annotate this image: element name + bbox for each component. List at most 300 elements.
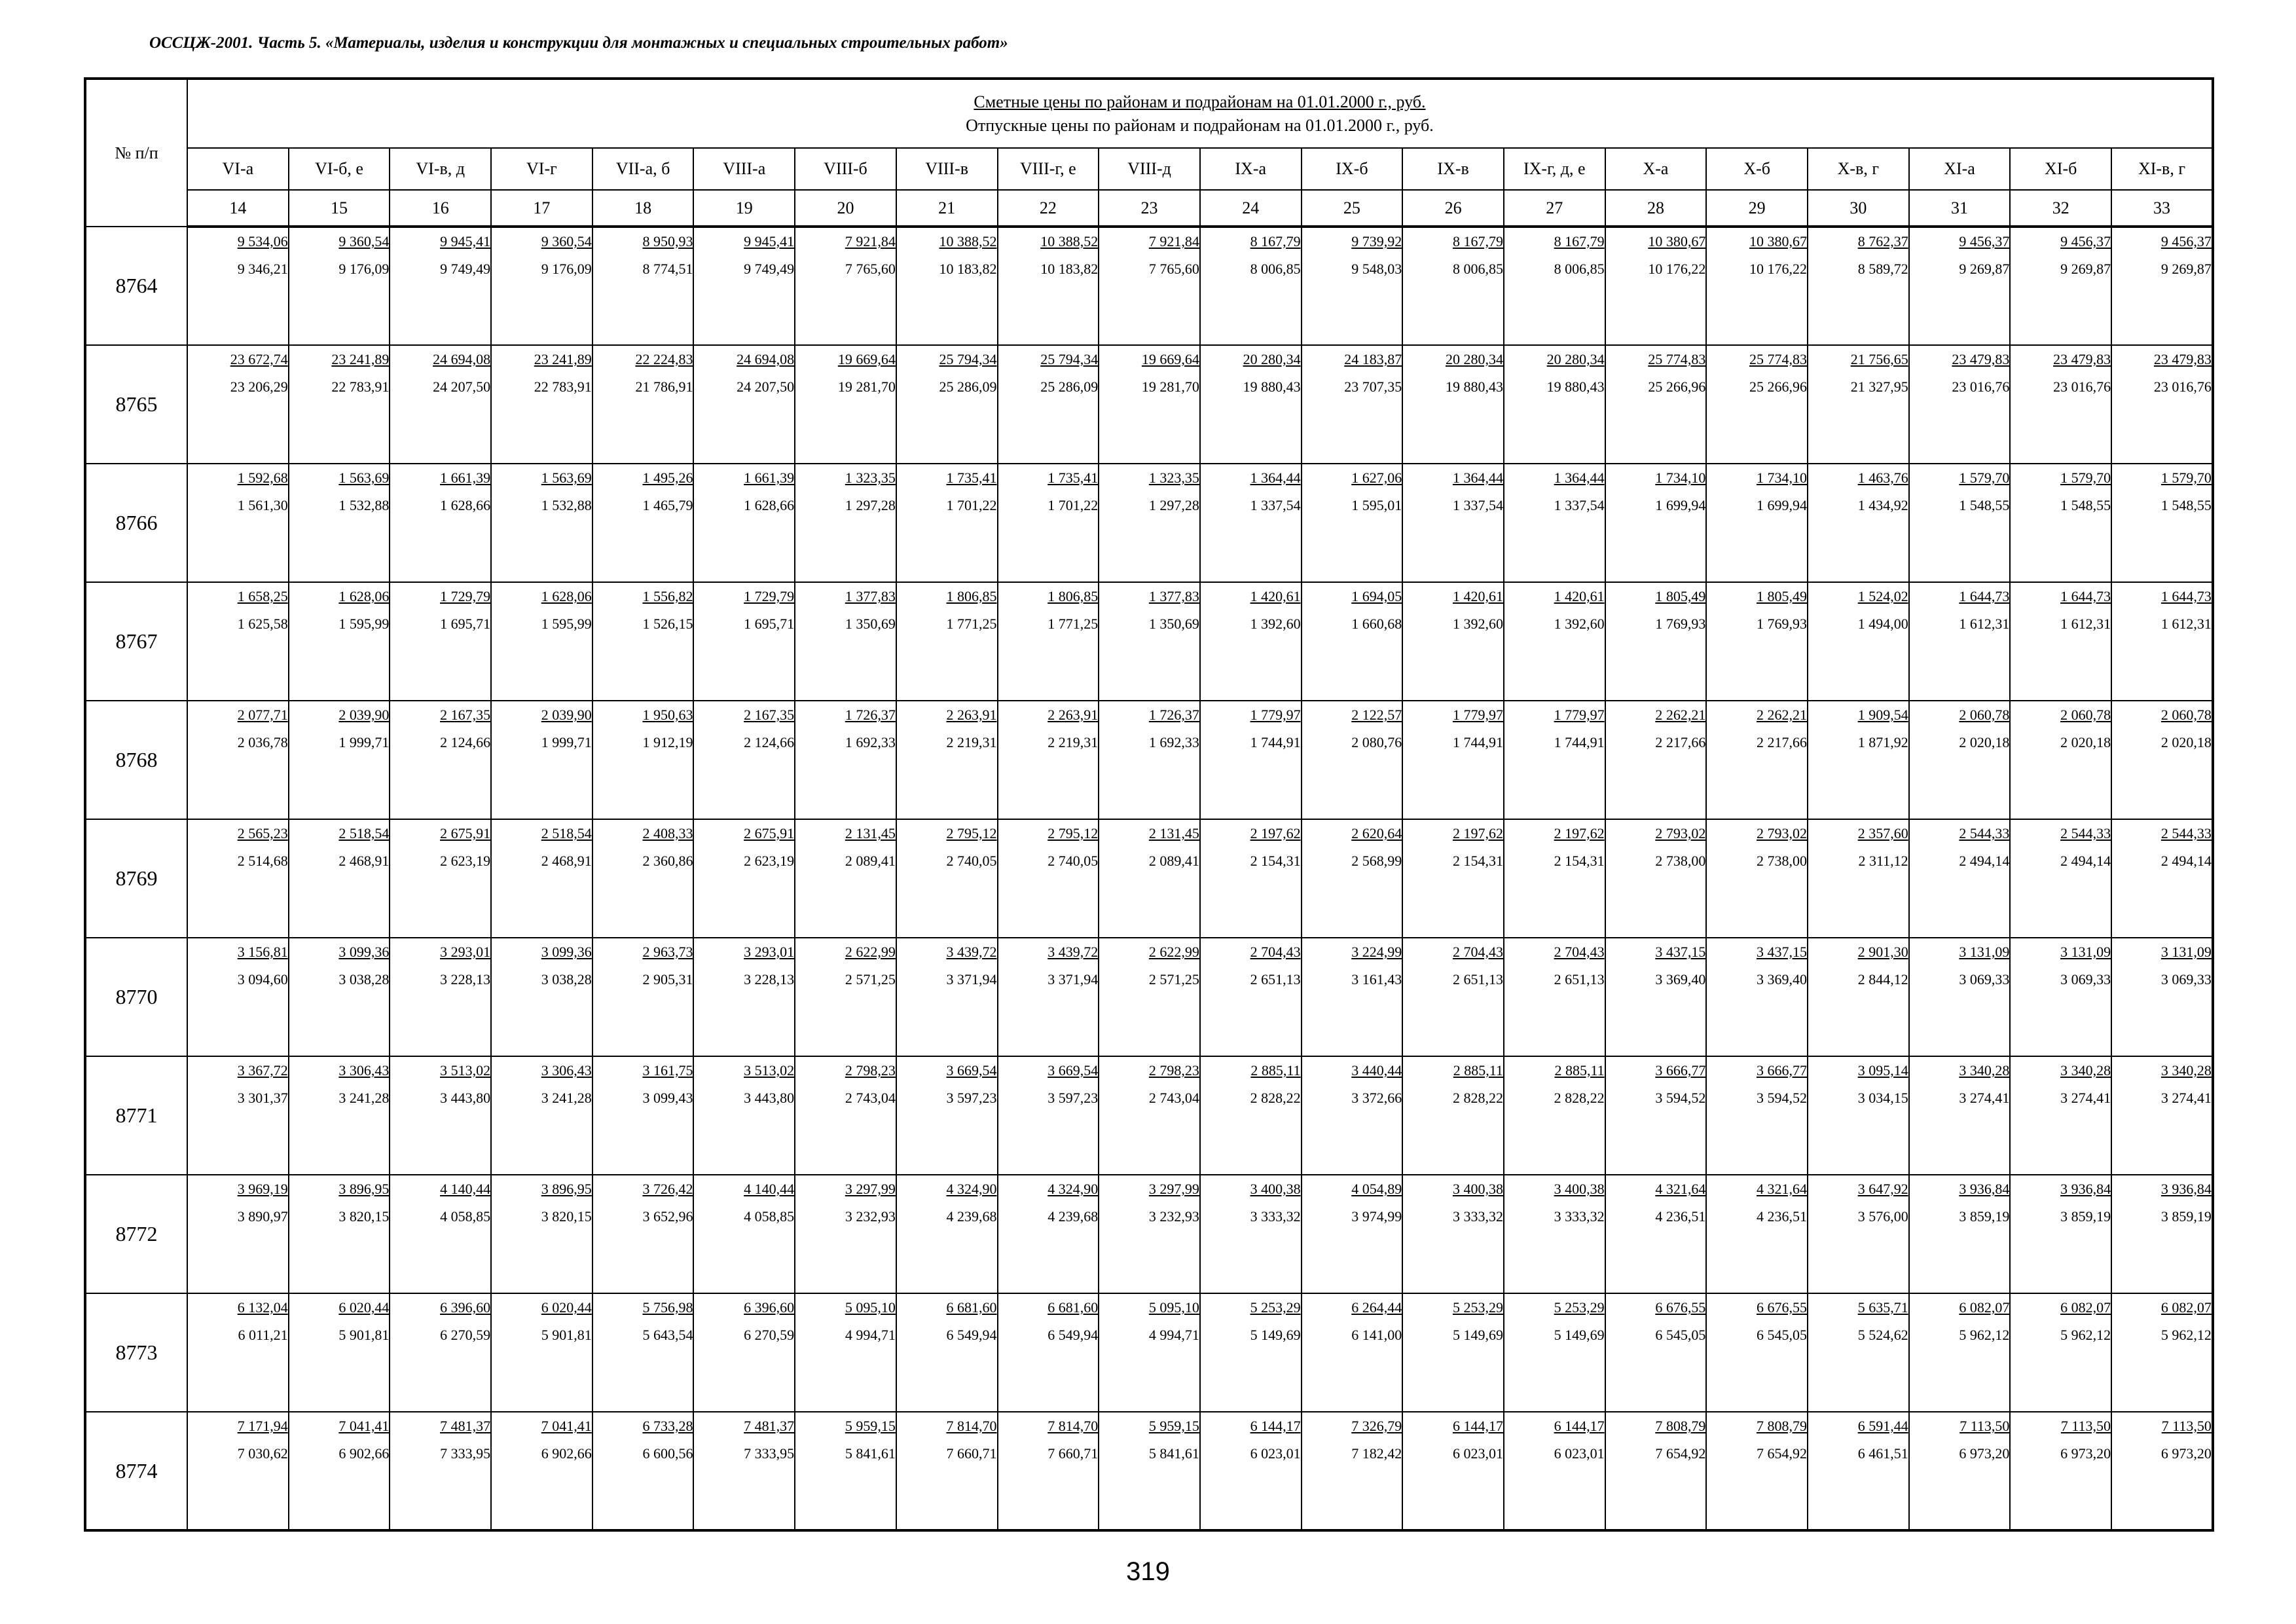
row-number: 8771	[85, 1056, 187, 1175]
estimated-price: 25 774,83	[1749, 351, 1807, 367]
release-price: 2 020,18	[2160, 734, 2212, 750]
price-cell	[1706, 938, 1808, 1056]
price-cell	[1402, 938, 1504, 1056]
price-cell	[2010, 701, 2111, 819]
release-price: 22 783,91	[534, 378, 592, 395]
price-cell	[2111, 1175, 2213, 1293]
estimated-price: 3 131,09	[1959, 944, 2010, 960]
estimated-price: 3 437,15	[1757, 944, 1807, 960]
release-price: 10 176,22	[1749, 261, 1807, 277]
release-price: 2 738,00	[1757, 853, 1807, 869]
release-price: 1 350,69	[1148, 616, 1199, 632]
region-header: X-в, г	[1808, 148, 1909, 190]
price-cell	[1099, 345, 1200, 464]
column-number: 26	[1402, 190, 1504, 227]
price-cell	[491, 1293, 592, 1412]
release-price: 2 571,25	[1148, 971, 1199, 987]
estimated-price: 1 563,69	[541, 470, 592, 486]
price-cell	[1099, 1293, 1200, 1412]
release-price: 7 030,62	[237, 1445, 288, 1462]
release-price: 23 016,76	[1952, 378, 2010, 395]
estimated-price: 2 197,62	[1554, 825, 1605, 841]
estimated-price: 1 779,97	[1452, 707, 1503, 723]
price-cell	[187, 1293, 289, 1412]
release-price: 2 219,31	[946, 734, 997, 750]
estimated-price: 2 885,11	[1554, 1062, 1605, 1079]
price-cell	[693, 1412, 795, 1530]
region-header: VII-а, б	[592, 148, 694, 190]
price-cell	[2111, 464, 2213, 582]
price-cell	[795, 582, 896, 701]
estimated-price: 3 131,09	[2060, 944, 2111, 960]
row-number: 8774	[85, 1412, 187, 1530]
estimated-price: 3 936,84	[2160, 1181, 2212, 1197]
estimated-price: 2 544,33	[2060, 825, 2111, 841]
release-price: 22 783,91	[331, 378, 390, 395]
estimated-price: 2 131,45	[1148, 825, 1199, 841]
price-cell	[592, 819, 694, 938]
estimated-price: 2 885,11	[1250, 1062, 1301, 1079]
price-cell	[1099, 938, 1200, 1056]
release-price: 2 651,13	[1250, 971, 1301, 987]
column-number: 21	[896, 190, 998, 227]
release-price: 1 595,99	[541, 616, 592, 632]
estimated-price: 1 661,39	[440, 470, 491, 486]
estimated-price: 1 909,54	[1857, 707, 1908, 723]
release-price: 1 337,54	[1250, 497, 1301, 513]
price-cell	[1302, 227, 1403, 345]
release-price: 9 176,09	[541, 261, 592, 277]
release-price: 1 695,71	[440, 616, 491, 632]
estimated-price: 1 694,05	[1351, 588, 1402, 604]
price-cell	[693, 1175, 795, 1293]
release-price: 4 236,51	[1655, 1208, 1706, 1225]
estimated-price: 20 280,34	[1546, 351, 1605, 367]
estimated-price: 1 364,44	[1554, 470, 1605, 486]
table-row	[85, 701, 2213, 819]
region-header: VIII-д	[1099, 148, 1200, 190]
estimated-price: 9 739,92	[1351, 233, 1402, 249]
price-cell	[1808, 938, 1909, 1056]
release-price: 3 232,93	[845, 1208, 896, 1225]
price-cell	[998, 582, 1099, 701]
release-price: 5 901,81	[338, 1327, 390, 1343]
release-price: 1 532,88	[541, 497, 592, 513]
release-price: 4 236,51	[1757, 1208, 1807, 1225]
release-price: 3 371,94	[946, 971, 997, 987]
release-price: 1 912,19	[642, 734, 693, 750]
price-cell	[1200, 1056, 1302, 1175]
estimated-price: 19 669,64	[837, 351, 896, 367]
release-price: 1 595,99	[338, 616, 390, 632]
release-price: 1 548,55	[1959, 497, 2010, 513]
estimated-price: 1 420,61	[1452, 588, 1503, 604]
release-price: 2 844,12	[1857, 971, 1908, 987]
release-price: 3 890,97	[237, 1208, 288, 1225]
release-price: 6 902,66	[541, 1445, 592, 1462]
price-cell	[1605, 701, 1707, 819]
estimated-price: 2 357,60	[1857, 825, 1908, 841]
estimated-price: 1 524,02	[1857, 588, 1908, 604]
price-cell	[1909, 1175, 2011, 1293]
price-cell	[1605, 464, 1707, 582]
release-price: 1 628,66	[744, 497, 795, 513]
price-cell	[390, 1293, 491, 1412]
price-cell	[2111, 345, 2213, 464]
column-number: 17	[491, 190, 592, 227]
price-cell	[390, 1175, 491, 1293]
release-price: 10 176,22	[1648, 261, 1706, 277]
release-price: 1 612,31	[2160, 616, 2212, 632]
release-price: 3 594,52	[1655, 1090, 1706, 1106]
release-price: 3 228,13	[440, 971, 491, 987]
price-cell	[1706, 582, 1808, 701]
price-cell	[390, 701, 491, 819]
price-cell	[592, 1293, 694, 1412]
release-price: 9 176,09	[338, 261, 390, 277]
estimated-price: 1 377,83	[845, 588, 896, 604]
release-price: 8 006,85	[1250, 261, 1301, 277]
price-cell	[1402, 701, 1504, 819]
estimated-price: 6 676,55	[1655, 1299, 1706, 1316]
price-cell	[1099, 1175, 1200, 1293]
estimated-price: 8 167,79	[1250, 233, 1301, 249]
release-price: 3 594,52	[1757, 1090, 1807, 1106]
release-price: 1 494,00	[1857, 616, 1908, 632]
estimated-price: 3 669,54	[1048, 1062, 1099, 1079]
price-cell	[1302, 582, 1403, 701]
estimated-price: 3 936,84	[1959, 1181, 2010, 1197]
release-price: 10 183,82	[939, 261, 997, 277]
price-cell	[896, 1293, 998, 1412]
release-price: 21 327,95	[1850, 378, 1908, 395]
price-table	[84, 77, 2214, 1532]
release-price: 3 597,23	[946, 1090, 997, 1106]
release-price: 24 207,50	[433, 378, 491, 395]
release-price: 23 206,29	[230, 378, 288, 395]
price-cell	[1402, 819, 1504, 938]
release-price: 6 549,94	[1048, 1327, 1099, 1343]
release-price: 6 973,20	[1959, 1445, 2010, 1462]
price-cell	[1302, 345, 1403, 464]
release-price: 2 743,04	[845, 1090, 896, 1106]
release-price: 7 660,71	[1048, 1445, 1099, 1462]
release-price: 7 333,95	[744, 1445, 795, 1462]
release-price: 7 660,71	[946, 1445, 997, 1462]
release-price: 3 369,40	[1655, 971, 1706, 987]
estimated-price: 1 364,44	[1452, 470, 1503, 486]
release-price: 25 286,09	[1040, 378, 1099, 395]
price-cell	[998, 701, 1099, 819]
release-price: 3 372,66	[1351, 1090, 1402, 1106]
release-price: 3 371,94	[1048, 971, 1099, 987]
region-header: X-б	[1706, 148, 1808, 190]
release-price: 2 089,41	[1148, 853, 1199, 869]
price-cell	[795, 701, 896, 819]
price-cell	[491, 1056, 592, 1175]
release-price: 2 468,91	[338, 853, 390, 869]
price-cell	[1200, 701, 1302, 819]
estimated-price: 7 814,70	[1048, 1418, 1099, 1434]
table-row	[85, 1175, 2213, 1293]
table-row	[85, 345, 2213, 464]
release-price: 2 623,19	[440, 853, 491, 869]
release-price: 5 149,69	[1452, 1327, 1503, 1343]
estimated-price: 3 969,19	[237, 1181, 288, 1197]
price-cell	[1706, 819, 1808, 938]
release-price: 1 337,54	[1452, 497, 1503, 513]
price-cell	[1605, 227, 1707, 345]
release-price: 1 297,28	[1148, 497, 1199, 513]
estimated-price: 2 060,78	[2060, 707, 2111, 723]
estimated-price: 2 963,73	[642, 944, 693, 960]
region-header: VI-в, д	[390, 148, 491, 190]
estimated-price: 5 253,29	[1250, 1299, 1301, 1316]
price-cell	[289, 1056, 390, 1175]
row-number: 8773	[85, 1293, 187, 1412]
price-cell	[1605, 1175, 1707, 1293]
estimated-price: 1 644,73	[1959, 588, 2010, 604]
price-cell	[1302, 701, 1403, 819]
price-cell	[795, 227, 896, 345]
estimated-price: 1 592,68	[237, 470, 288, 486]
estimated-price: 6 676,55	[1757, 1299, 1807, 1316]
price-cell	[491, 938, 592, 1056]
estimated-price: 1 806,85	[1048, 588, 1099, 604]
price-cell	[1200, 938, 1302, 1056]
price-cell	[390, 582, 491, 701]
release-price: 1 561,30	[237, 497, 288, 513]
column-number: 20	[795, 190, 896, 227]
column-number: 22	[998, 190, 1099, 227]
price-cell	[2010, 819, 2111, 938]
price-cell	[491, 1175, 592, 1293]
estimated-price: 3 297,99	[1148, 1181, 1199, 1197]
release-price: 6 461,51	[1857, 1445, 1908, 1462]
estimated-price: 1 420,61	[1554, 588, 1605, 604]
price-cell	[1808, 227, 1909, 345]
release-price: 6 973,20	[2160, 1445, 2212, 1462]
release-price: 2 905,31	[642, 971, 693, 987]
estimated-price: 6 396,60	[440, 1299, 491, 1316]
estimated-price: 9 456,37	[2160, 233, 2212, 249]
estimated-price: 1 658,25	[237, 588, 288, 604]
release-price: 2 623,19	[744, 853, 795, 869]
release-price: 1 771,25	[1048, 616, 1099, 632]
region-header: IX-в	[1402, 148, 1504, 190]
release-price: 19 281,70	[837, 378, 896, 395]
release-price: 8 006,85	[1452, 261, 1503, 277]
price-cell	[187, 1175, 289, 1293]
table-row	[85, 227, 2213, 345]
release-price: 4 058,85	[744, 1208, 795, 1225]
price-cell	[998, 464, 1099, 582]
estimated-price: 7 921,84	[1148, 233, 1199, 249]
region-header: X-а	[1605, 148, 1707, 190]
price-cell	[2111, 819, 2213, 938]
estimated-price: 3 340,28	[2060, 1062, 2111, 1079]
release-price: 9 269,87	[1959, 261, 2010, 277]
price-cell	[592, 701, 694, 819]
price-cell	[1808, 582, 1909, 701]
release-price: 6 973,20	[2060, 1445, 2111, 1462]
estimated-price: 24 694,08	[737, 351, 795, 367]
estimated-price: 20 280,34	[1445, 351, 1503, 367]
price-cell	[289, 1412, 390, 1530]
price-cell	[693, 227, 795, 345]
release-price: 1 701,22	[1048, 497, 1099, 513]
release-price: 2 494,14	[2060, 853, 2111, 869]
release-price: 9 749,49	[744, 261, 795, 277]
running-header: ОССЦЖ-2001. Часть 5. «Материалы, изделия и конструкции для монтажных и специальных строительных работ»	[149, 34, 1008, 52]
region-header: VIII-в	[896, 148, 998, 190]
price-cell	[1504, 938, 1605, 1056]
price-cell	[1504, 701, 1605, 819]
estimated-price: 3 513,02	[744, 1062, 795, 1079]
price-cell	[390, 464, 491, 582]
estimated-price: 21 756,65	[1850, 351, 1908, 367]
release-price: 10 183,82	[1040, 261, 1099, 277]
estimated-price: 9 945,41	[440, 233, 491, 249]
release-price: 7 765,60	[1148, 261, 1199, 277]
table-row	[85, 938, 2213, 1056]
estimated-price: 6 144,17	[1554, 1418, 1605, 1434]
price-cell	[1808, 1056, 1909, 1175]
estimated-price: 3 669,54	[946, 1062, 997, 1079]
price-cell	[2010, 1412, 2111, 1530]
release-price: 3 038,28	[541, 971, 592, 987]
row-number: 8764	[85, 227, 187, 345]
price-cell	[693, 464, 795, 582]
price-cell	[1402, 345, 1504, 464]
row-number: 8770	[85, 938, 187, 1056]
price-cell	[896, 464, 998, 582]
price-cell	[2111, 701, 2213, 819]
estimated-price: 1 627,06	[1351, 470, 1402, 486]
estimated-price: 3 297,99	[845, 1181, 896, 1197]
region-header: VI-б, е	[289, 148, 390, 190]
release-price: 1 297,28	[845, 497, 896, 513]
price-cell	[1504, 1175, 1605, 1293]
estimated-price: 25 794,34	[1040, 351, 1099, 367]
release-price: 1 999,71	[338, 734, 390, 750]
estimated-price: 7 041,41	[338, 1418, 390, 1434]
price-cell	[1909, 701, 2011, 819]
estimated-price: 1 729,79	[744, 588, 795, 604]
release-price: 7 654,92	[1757, 1445, 1807, 1462]
price-cell	[1706, 464, 1808, 582]
price-cell	[1808, 1175, 1909, 1293]
price-cell	[2010, 938, 2111, 1056]
estimated-price: 6 681,60	[946, 1299, 997, 1316]
price-cell	[1504, 1293, 1605, 1412]
release-price: 1 612,31	[1959, 616, 2010, 632]
price-cell	[289, 464, 390, 582]
release-price: 3 443,80	[440, 1090, 491, 1106]
price-cell	[896, 819, 998, 938]
price-cell	[998, 1412, 1099, 1530]
release-price: 3 034,15	[1857, 1090, 1908, 1106]
release-price: 2 743,04	[1148, 1090, 1199, 1106]
table-title	[187, 79, 2213, 148]
region-header: XI-б	[2010, 148, 2111, 190]
release-price: 6 141,00	[1351, 1327, 1402, 1343]
price-cell	[1808, 701, 1909, 819]
release-price: 2 738,00	[1655, 853, 1706, 869]
release-price: 2 740,05	[1048, 853, 1099, 869]
release-price: 3 333,32	[1452, 1208, 1503, 1225]
column-number: 25	[1302, 190, 1403, 227]
estimated-price: 1 726,37	[1148, 707, 1199, 723]
estimated-price: 2 197,62	[1250, 825, 1301, 841]
price-cell	[1909, 819, 2011, 938]
estimated-price: 25 774,83	[1648, 351, 1706, 367]
price-cell	[187, 464, 289, 582]
region-header: XI-в, г	[2111, 148, 2213, 190]
release-price: 7 654,92	[1655, 1445, 1706, 1462]
column-number: 19	[693, 190, 795, 227]
release-price: 3 241,28	[338, 1090, 390, 1106]
price-cell	[1909, 345, 2011, 464]
estimated-price: 1 729,79	[440, 588, 491, 604]
release-price: 9 269,87	[2160, 261, 2212, 277]
estimated-price: 8 167,79	[1554, 233, 1605, 249]
price-cell	[1504, 345, 1605, 464]
estimated-price: 3 340,28	[1959, 1062, 2010, 1079]
estimated-price: 2 675,91	[440, 825, 491, 841]
release-price: 2 124,66	[744, 734, 795, 750]
estimated-price: 6 132,04	[237, 1299, 288, 1316]
estimated-price: 2 795,12	[1048, 825, 1099, 841]
column-number: 23	[1099, 190, 1200, 227]
release-price: 9 269,87	[2060, 261, 2111, 277]
estimated-price: 23 479,83	[2153, 351, 2212, 367]
release-price: 2 568,99	[1351, 853, 1402, 869]
estimated-price: 9 456,37	[2060, 233, 2111, 249]
column-number: 15	[289, 190, 390, 227]
estimated-price: 1 323,35	[1148, 470, 1199, 486]
estimated-price: 3 666,77	[1655, 1062, 1706, 1079]
price-cell	[1605, 345, 1707, 464]
estimated-price: 7 113,50	[2161, 1418, 2212, 1434]
release-price: 1 434,92	[1857, 497, 1908, 513]
estimated-price: 3 726,42	[642, 1181, 693, 1197]
estimated-price: 4 321,64	[1655, 1181, 1706, 1197]
price-cell	[1200, 1175, 1302, 1293]
estimated-price: 3 306,43	[541, 1062, 592, 1079]
estimated-price: 24 183,87	[1344, 351, 1402, 367]
release-price: 1 692,33	[1148, 734, 1199, 750]
release-price: 3 576,00	[1857, 1208, 1908, 1225]
estimated-price: 3 099,36	[541, 944, 592, 960]
release-price: 1 701,22	[946, 497, 997, 513]
price-cell	[491, 819, 592, 938]
estimated-price: 23 479,83	[1952, 351, 2010, 367]
estimated-price: 9 456,37	[1959, 233, 2010, 249]
release-price: 6 270,59	[440, 1327, 491, 1343]
price-cell	[795, 1412, 896, 1530]
release-price: 2 020,18	[2060, 734, 2111, 750]
release-price: 1 744,91	[1250, 734, 1301, 750]
release-price: 4 994,71	[1148, 1327, 1199, 1343]
price-cell	[289, 227, 390, 345]
estimated-price: 1 628,06	[338, 588, 390, 604]
price-cell	[1302, 1412, 1403, 1530]
price-cell	[795, 1175, 896, 1293]
estimated-price: 2 408,33	[642, 825, 693, 841]
release-price: 3 274,41	[2060, 1090, 2111, 1106]
price-cell	[998, 819, 1099, 938]
